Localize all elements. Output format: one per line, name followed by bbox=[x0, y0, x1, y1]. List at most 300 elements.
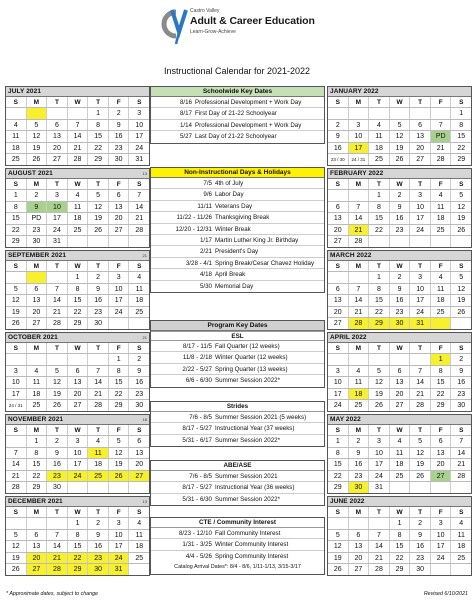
day-cell: 3 bbox=[137, 110, 142, 118]
day-cell: 14 bbox=[410, 377, 431, 387]
day-cell: 4 bbox=[68, 190, 89, 200]
week-row bbox=[6, 225, 149, 236]
weekday-label: T bbox=[369, 179, 390, 189]
month-months_right-2 bbox=[327, 250, 472, 330]
month-header bbox=[6, 251, 149, 261]
day-cell: 17 bbox=[109, 541, 130, 551]
day-cell: PD bbox=[431, 131, 452, 141]
week-row bbox=[6, 236, 149, 247]
weekday-row bbox=[328, 261, 471, 272]
date-row bbox=[151, 375, 324, 386]
weekday-label: S bbox=[459, 427, 464, 434]
day-cell: 24 bbox=[328, 400, 349, 411]
day-cell bbox=[410, 482, 431, 493]
weekday-label: S bbox=[137, 509, 142, 516]
date-row bbox=[151, 224, 324, 235]
date-range: 7/6 - 8/5 bbox=[189, 414, 212, 421]
day-cell: 7 bbox=[6, 448, 27, 458]
date-range: 11/11 bbox=[197, 202, 212, 210]
day-cell: 9 bbox=[390, 202, 411, 212]
day-cell: 8 bbox=[328, 448, 349, 458]
weekday-label: M bbox=[27, 179, 48, 189]
date-row bbox=[151, 120, 324, 131]
day-cell: 1 bbox=[369, 190, 390, 200]
date-row bbox=[151, 494, 324, 505]
day-cell: 21 bbox=[410, 389, 431, 399]
day-cell: 5 bbox=[27, 120, 48, 130]
day-cell bbox=[47, 272, 68, 282]
day-cell: 4 bbox=[459, 520, 464, 528]
weekday-row bbox=[328, 507, 471, 518]
week-row bbox=[328, 307, 471, 318]
weekday-label: T bbox=[47, 179, 68, 189]
day-cell: 18 bbox=[457, 543, 466, 551]
day-cell: 11 bbox=[431, 284, 452, 294]
date-range: 5/30 bbox=[199, 282, 212, 290]
date-description: Memorial Day bbox=[215, 282, 254, 290]
day-cell: 23 bbox=[349, 471, 370, 481]
date-range: 5/31 - 6/30 bbox=[182, 495, 212, 503]
day-cell: 6 bbox=[68, 366, 89, 376]
date-description: Professional Development + Work Day bbox=[195, 99, 302, 106]
day-cell: 28 bbox=[431, 154, 452, 165]
weekday-label: F bbox=[431, 97, 452, 107]
week-row bbox=[6, 295, 149, 306]
day-cell: 2 bbox=[88, 272, 109, 282]
day-cell: 28 bbox=[47, 318, 68, 329]
day-cell: 24 bbox=[47, 225, 68, 235]
day-cell bbox=[6, 518, 27, 528]
day-cell: 27 bbox=[109, 225, 130, 235]
day-cell: 21 bbox=[6, 471, 27, 481]
day-cell: 20 bbox=[27, 307, 48, 317]
week-row bbox=[6, 530, 149, 541]
day-cell bbox=[68, 482, 89, 493]
day-cell: 11 bbox=[457, 531, 465, 539]
day-cell: 15 bbox=[328, 459, 349, 469]
day-cell bbox=[451, 236, 471, 247]
day-cell: 14 bbox=[6, 459, 27, 469]
weekday-label: S bbox=[137, 345, 142, 352]
day-cell bbox=[27, 518, 48, 528]
day-cell: 30 bbox=[47, 482, 68, 493]
week-row bbox=[6, 389, 149, 400]
week-row bbox=[6, 318, 149, 329]
date-range: 7/6 - 8/5 bbox=[189, 473, 212, 480]
weekday-label: W bbox=[390, 261, 411, 271]
day-cell: 6 bbox=[390, 366, 411, 376]
date-description: Winter Break bbox=[215, 225, 251, 233]
day-cell: 9 bbox=[88, 530, 109, 540]
weekday-label: T bbox=[88, 343, 109, 353]
week-row bbox=[328, 120, 471, 131]
weekday-label: S bbox=[6, 179, 27, 189]
day-cell: 2 bbox=[328, 120, 349, 130]
week-row bbox=[328, 318, 471, 329]
date-description: First Day of 21-22 Schoolyear bbox=[195, 110, 277, 118]
day-cell: 7 bbox=[369, 530, 390, 540]
day-cell: 20 bbox=[390, 389, 411, 399]
day-cell: 22 bbox=[109, 389, 130, 399]
week-row bbox=[6, 448, 149, 459]
day-cell bbox=[109, 236, 130, 247]
day-cell: 18 bbox=[6, 143, 27, 153]
day-cell bbox=[27, 354, 48, 364]
date-row bbox=[151, 341, 324, 352]
day-cell: 26 bbox=[457, 226, 466, 234]
strides-dates bbox=[150, 401, 325, 447]
day-cell bbox=[6, 272, 27, 282]
day-cell bbox=[68, 236, 89, 247]
weekday-label: M bbox=[349, 507, 370, 517]
weekday-label: W bbox=[68, 343, 89, 353]
day-cell: 21 bbox=[431, 143, 452, 153]
day-cell: 27 bbox=[68, 400, 89, 411]
date-row bbox=[151, 364, 324, 375]
weekday-label: F bbox=[431, 507, 452, 517]
catalog-arrival-dates: Catalog Arrival Dates*: 8/4 - 8/6, 1/11-1/13, 3/15-3/17 bbox=[174, 564, 301, 571]
weekday-label: W bbox=[390, 343, 411, 353]
day-cell: 28 bbox=[410, 400, 431, 411]
month-name: DECEMBER 2021 bbox=[8, 498, 63, 505]
day-cell: 13 bbox=[27, 295, 48, 305]
day-cell: 24 bbox=[410, 307, 431, 317]
day-cell: 26 bbox=[109, 471, 130, 481]
day-cell bbox=[410, 108, 431, 118]
month-header bbox=[328, 251, 471, 261]
day-cell: 28 bbox=[349, 236, 370, 247]
day-cell bbox=[109, 482, 130, 493]
weekday-label: T bbox=[88, 261, 109, 271]
date-description: Winter Quarter (12 weeks) bbox=[215, 354, 288, 362]
weekday-row bbox=[328, 97, 471, 108]
month-months_right-1 bbox=[327, 168, 472, 248]
day-cell: 10 bbox=[109, 530, 130, 540]
day-cell: 13 bbox=[328, 295, 349, 305]
day-cell: 4 bbox=[6, 120, 27, 130]
day-cell: 21 bbox=[349, 307, 370, 317]
day-cell bbox=[47, 354, 68, 364]
day-cell: 11 bbox=[135, 285, 143, 293]
day-cell bbox=[68, 108, 89, 118]
day-cell: 19 bbox=[457, 297, 466, 305]
day-cell: 21 bbox=[68, 143, 89, 153]
day-cell: 29 bbox=[390, 564, 411, 575]
weekday-label: T bbox=[410, 97, 431, 107]
day-cell: 21 bbox=[88, 389, 109, 399]
revised-date: Revised 6/10/2021 bbox=[423, 591, 468, 597]
day-cell: 15 bbox=[68, 295, 89, 305]
day-cell: 27 bbox=[47, 154, 68, 165]
day-cell: 28 bbox=[88, 400, 109, 411]
date-row bbox=[151, 189, 324, 200]
day-cell: 12 bbox=[390, 131, 411, 141]
day-cell: 26 bbox=[6, 318, 27, 329]
day-cell: 17 bbox=[369, 459, 390, 469]
day-cell: 25 bbox=[369, 154, 390, 165]
day-cell: 30 bbox=[390, 318, 411, 329]
day-cell: 10 bbox=[68, 448, 89, 458]
date-description: President's Day bbox=[215, 248, 259, 256]
weekday-label: S bbox=[459, 345, 464, 352]
day-cell bbox=[431, 318, 452, 329]
weekday-label: T bbox=[88, 425, 109, 435]
day-cell: 4 bbox=[27, 366, 48, 376]
month-name: JUNE 2022 bbox=[330, 498, 365, 505]
day-cell: 9 bbox=[47, 448, 68, 458]
day-cell: 29 bbox=[109, 400, 130, 411]
day-cell: 13 bbox=[109, 202, 130, 212]
day-cell: 26 bbox=[47, 400, 68, 411]
day-cell: 20 bbox=[68, 389, 89, 399]
date-range: 8/17 - 5/27 bbox=[182, 425, 212, 433]
day-cell: 16 bbox=[390, 213, 411, 223]
day-cell: 2 bbox=[390, 190, 411, 200]
day-cell: 27 bbox=[27, 564, 48, 575]
day-cell: 18 bbox=[135, 297, 144, 305]
day-cell: 13 bbox=[410, 131, 431, 141]
day-cell: 23 bbox=[27, 225, 48, 235]
date-range: 6/6 - 6/30 bbox=[185, 377, 212, 385]
weekday-label: M bbox=[27, 261, 48, 271]
week-row bbox=[6, 377, 149, 388]
week-row bbox=[6, 459, 149, 470]
month-header bbox=[6, 333, 149, 343]
date-description: Spring Community Interest bbox=[215, 552, 289, 560]
weekday-row bbox=[6, 507, 149, 518]
logo-org-name: Adult & Career Education bbox=[190, 15, 315, 27]
weekday-label: W bbox=[390, 425, 411, 435]
week-row bbox=[6, 284, 149, 295]
day-cell: 9 bbox=[109, 120, 130, 130]
day-cell: 17 bbox=[349, 143, 370, 153]
day-cell: 6 bbox=[27, 530, 48, 540]
strides-heading: Strides bbox=[151, 402, 324, 412]
week-row bbox=[328, 236, 471, 247]
abe-ase-dates bbox=[150, 460, 325, 506]
day-cell: 11 bbox=[27, 377, 48, 387]
day-cell: 7 bbox=[47, 284, 68, 294]
weekday-label: M bbox=[27, 343, 48, 353]
date-range: 11/22 - 11/26 bbox=[176, 214, 212, 222]
day-cell: 9 bbox=[410, 530, 431, 540]
day-cell bbox=[27, 272, 48, 282]
day-cell: 26 bbox=[88, 225, 109, 235]
day-cell bbox=[328, 190, 349, 200]
day-cell: 13 bbox=[27, 541, 48, 551]
date-description: Summer Session 2022* bbox=[215, 495, 281, 503]
day-cell: 12 bbox=[410, 448, 431, 458]
weekday-label: S bbox=[328, 343, 349, 353]
day-cell: 8 bbox=[431, 366, 452, 376]
date-row bbox=[151, 539, 324, 550]
weekday-row bbox=[6, 179, 149, 190]
week-row bbox=[6, 366, 149, 377]
day-cell: 15 bbox=[369, 213, 390, 223]
day-cell: 10 bbox=[349, 131, 370, 141]
month-header bbox=[6, 87, 149, 97]
day-cell bbox=[129, 318, 149, 329]
day-cell: 23 bbox=[390, 307, 411, 317]
weekday-row bbox=[328, 343, 471, 354]
day-cell bbox=[129, 482, 149, 493]
day-cell: 28 bbox=[6, 482, 27, 493]
day-cell: 16 bbox=[88, 541, 109, 551]
date-row bbox=[151, 352, 324, 363]
weekday-label: T bbox=[47, 507, 68, 517]
day-cell: 8 bbox=[88, 120, 109, 130]
day-cell: 17 bbox=[109, 295, 130, 305]
weekday-label: T bbox=[410, 179, 431, 189]
date-row bbox=[151, 269, 324, 280]
month-months_left-4 bbox=[5, 414, 150, 494]
day-cell: 14 bbox=[47, 295, 68, 305]
week-row bbox=[328, 284, 471, 295]
weekday-row bbox=[328, 425, 471, 436]
day-cell: 25 bbox=[431, 307, 452, 317]
day-cell: 8 bbox=[68, 284, 89, 294]
weekday-row bbox=[6, 425, 149, 436]
week-row bbox=[6, 202, 149, 213]
day-cell: 9 bbox=[137, 367, 142, 375]
non-instructional-days bbox=[150, 167, 325, 293]
weekday-label: S bbox=[328, 179, 349, 189]
day-cell bbox=[47, 518, 68, 528]
day-cell: 1 bbox=[68, 272, 89, 282]
day-cell: 8 bbox=[6, 202, 27, 212]
day-cell: 19 bbox=[6, 553, 27, 563]
day-cell: 18 bbox=[27, 389, 48, 399]
day-cell: 12 bbox=[369, 377, 390, 387]
month-months_left-5 bbox=[5, 496, 150, 576]
day-cell: 9 bbox=[459, 367, 464, 375]
day-cell: 18 bbox=[349, 389, 370, 399]
date-range: 2/21 bbox=[199, 248, 212, 256]
day-cell: 16 bbox=[135, 379, 144, 387]
day-cell: 12 bbox=[457, 203, 466, 211]
day-cell: 25 bbox=[6, 154, 27, 165]
day-cell: 18 bbox=[431, 213, 452, 223]
weekday-label: T bbox=[47, 261, 68, 271]
day-cell: 19 bbox=[88, 213, 109, 223]
day-cell: 1 bbox=[390, 518, 411, 528]
week-row bbox=[328, 225, 471, 236]
day-cell: 20 bbox=[349, 553, 370, 563]
day-cell: 21 bbox=[369, 553, 390, 563]
day-cell: 19 bbox=[328, 553, 349, 563]
day-cell: 30 bbox=[457, 401, 466, 409]
day-cell: 22 bbox=[6, 225, 27, 235]
month-name: MARCH 2022 bbox=[330, 252, 372, 259]
day-cell: 15 bbox=[431, 377, 452, 387]
day-cell bbox=[109, 318, 130, 329]
day-cell: 6 bbox=[47, 120, 68, 130]
day-cell: 24 bbox=[109, 307, 130, 317]
day-cell: 2 bbox=[109, 108, 130, 118]
day-cell: 29 bbox=[457, 155, 466, 163]
day-cell: 18 bbox=[369, 143, 390, 153]
day-cell: 13 bbox=[68, 377, 89, 387]
day-cell: 10 bbox=[369, 448, 390, 458]
day-cell: 18 bbox=[68, 213, 89, 223]
day-cell: 4 bbox=[431, 272, 452, 282]
day-cell: 1 bbox=[431, 354, 452, 364]
month-header bbox=[328, 87, 471, 97]
week-row bbox=[6, 553, 149, 564]
footnote: * Approximate dates, subject to change bbox=[6, 591, 98, 597]
week-row bbox=[328, 366, 471, 377]
day-cell: 23 bbox=[457, 390, 466, 398]
day-cell: 22 bbox=[68, 553, 89, 563]
date-description: Thanksgiving Break bbox=[215, 214, 270, 222]
day-cell: 3 bbox=[6, 366, 27, 376]
day-cell: 31 bbox=[47, 236, 68, 247]
date-row bbox=[151, 178, 324, 189]
day-cell: 15 bbox=[6, 213, 27, 223]
day-cell: 24 bbox=[68, 471, 89, 481]
day-cell: 5 bbox=[459, 274, 464, 282]
day-cell: 20 bbox=[410, 143, 431, 153]
weekday-row bbox=[328, 179, 471, 190]
weekday-label: S bbox=[6, 507, 27, 517]
day-cell: 14 bbox=[68, 131, 89, 141]
day-cell: 17 bbox=[431, 541, 452, 551]
day-cell: 12 bbox=[47, 377, 68, 387]
week-row bbox=[6, 400, 149, 411]
day-cell: 12 bbox=[328, 541, 349, 551]
day-cell: 30 bbox=[27, 236, 48, 247]
day-cell: 2 bbox=[349, 436, 370, 446]
weekday-label: W bbox=[390, 97, 411, 107]
weekday-label: T bbox=[369, 343, 390, 353]
weekday-label: S bbox=[328, 97, 349, 107]
date-range: 1/17 bbox=[199, 236, 212, 244]
day-cell: 3 bbox=[68, 436, 89, 446]
date-range: 1/14 bbox=[179, 121, 192, 129]
day-cell: 13 bbox=[328, 213, 349, 223]
date-range: 4/18 bbox=[199, 271, 212, 279]
day-cell: 14 bbox=[369, 541, 390, 551]
day-cell: 27 bbox=[410, 154, 431, 165]
day-cell: 17 bbox=[328, 389, 349, 399]
cv-logo-icon bbox=[160, 6, 188, 46]
day-cell: 4 bbox=[88, 436, 109, 446]
day-cell: 16 bbox=[88, 295, 109, 305]
day-cell: 24 / 31 bbox=[6, 400, 27, 411]
month-header bbox=[6, 497, 149, 507]
day-cell bbox=[349, 354, 370, 364]
day-cell: 15 bbox=[68, 541, 89, 551]
day-cell: 21 bbox=[47, 307, 68, 317]
day-cell: 10 bbox=[135, 121, 144, 129]
date-description: Spring Break/Cesar Chavez Holiday bbox=[215, 259, 315, 267]
weekday-label: T bbox=[369, 97, 390, 107]
date-row bbox=[151, 528, 324, 539]
day-cell: 14 bbox=[349, 295, 370, 305]
day-cell: 7 bbox=[47, 530, 68, 540]
weekday-label: F bbox=[431, 425, 452, 435]
day-cell: 20 bbox=[135, 461, 144, 469]
day-cell bbox=[349, 272, 370, 282]
day-cell: 14 bbox=[349, 213, 370, 223]
weekday-label: T bbox=[369, 507, 390, 517]
day-cell: 13 bbox=[349, 541, 370, 551]
day-cell: 11 bbox=[68, 202, 89, 212]
day-cell: 24 bbox=[431, 553, 452, 563]
date-description: 4th of July bbox=[215, 180, 244, 187]
day-cell: 22 bbox=[88, 143, 109, 153]
day-cell: 7 bbox=[349, 202, 370, 212]
